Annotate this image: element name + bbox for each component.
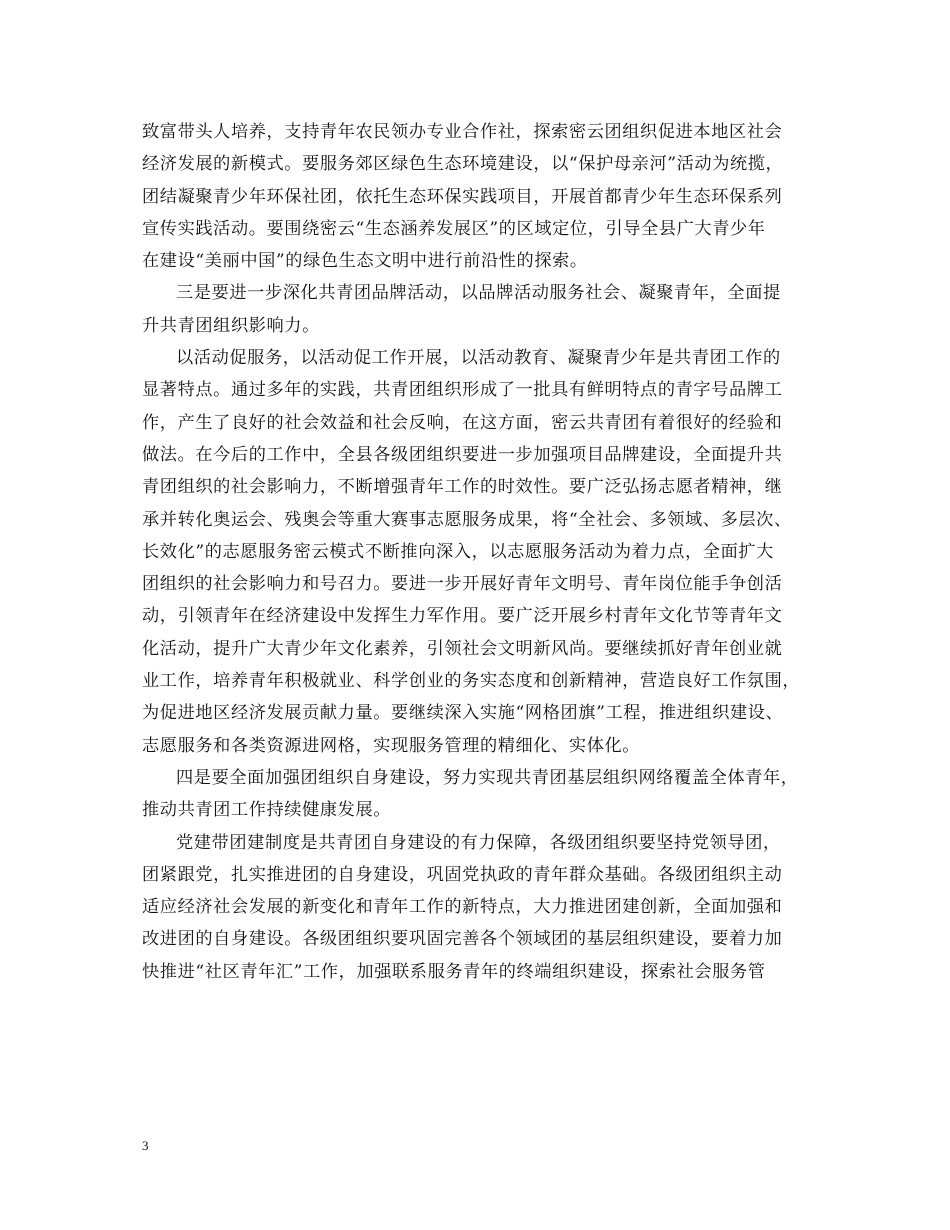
page-number: 3 [142, 1138, 149, 1153]
text-line: 化活动，提升广大青少年文化素养，引领社会文明新风尚。要继续抓好青年创业就 [142, 638, 783, 659]
text-line: 承并转化奥运会、残奥会等重大赛事志愿服务成果，将“全社会、多领域、多层次、 [142, 509, 792, 530]
text-line: 志愿服务和各类资源进网格，实现服务管理的精细化、实体化。 [142, 735, 641, 756]
text-line: 青团组织的社会影响力，不断增强青年工作的时效性。要广泛弘扬志愿者精神，继 [142, 477, 783, 498]
text-line: 适应经济社会发展的新变化和青年工作的新特点，大力推进团建创新，全面加强和 [142, 897, 783, 918]
text-line: 三是要进一步深化共青团品牌活动，以品牌活动服务社会、凝聚青年，全面提 [176, 283, 781, 304]
document-body [142, 116, 822, 988]
text-line: 经济发展的新模式。要服务郊区绿色生态环境建设，以“保护母亲河”活动为统揽， [142, 154, 784, 175]
text-line: 为促进地区经济发展贡献力量。要继续深入实施“网格团旗”工程，推进组织建设、 [142, 703, 784, 724]
text-line: 团结凝聚青少年环保社团，依托生态环保实践项目，开展首都青少年生态环保系列 [142, 186, 783, 207]
text-line: 党建带团建制度是共青团自身建设的有力保障，各级团组织要坚持党领导团， [176, 832, 781, 853]
text-line: 业工作，培养青年积极就业、科学创业的务实态度和创新精神，营造良好工作氛围， [142, 671, 801, 692]
text-line: 作，产生了良好的社会效益和社会反响，在这方面，密云共青团有着很好的经验和 [142, 412, 783, 433]
text-line: 动，引领青年在经济建设中发挥生力军作用。要广泛开展乡村青年文化节等青年文 [142, 606, 783, 627]
text-line: 长效化”的志愿服务密云模式不断推向深入，以志愿服务活动为着力点，全面扩大 [142, 541, 774, 562]
text-line: 快推进“社区青年汇”工作，加强联系服务青年的终端组织建设，探索社会服务管 [142, 961, 766, 982]
text-line: 推动共青团工作持续健康发展。 [142, 800, 392, 821]
text-line: 团紧跟党，扎实推进团的自身建设，巩固党执政的青年群众基础。各级团组织主动 [142, 864, 783, 885]
text-line: 改进团的自身建设。各级团组织要巩固完善各个领域团的基层组织建设，要着力加 [142, 929, 783, 950]
text-line: 致富带头人培养，支持青年农民领办专业合作社，探索密云团组织促进本地区社会 [142, 122, 783, 142]
text-line: 显著特点。通过多年的实践，共青团组织形成了一批具有鲜明特点的青字号品牌工 [142, 380, 783, 401]
text-line: 宣传实践活动。要围绕密云“生态涵养发展区”的区域定位，引导全县广大青少年 [142, 218, 766, 239]
text-line: 以活动促服务，以活动促工作开展，以活动教育、凝聚青少年是共青团工作的 [176, 348, 781, 369]
text-line: 团组织的社会影响力和号召力。要进一步开展好青年文明号、青年岗位能手争创活 [142, 574, 783, 595]
text-line: 在建设“美丽中国”的绿色生态文明中进行前沿性的探索。 [142, 251, 588, 272]
text-line: 升共青团组织影响力。 [142, 315, 320, 336]
text-line: 做法。在今后的工作中，全县各级团组织要进一步加强项目品牌建设，全面提升共 [142, 444, 783, 465]
text-line: 四是要全面加强团组织自身建设，努力实现共青团基层组织网络覆盖全体青年， [176, 767, 799, 788]
